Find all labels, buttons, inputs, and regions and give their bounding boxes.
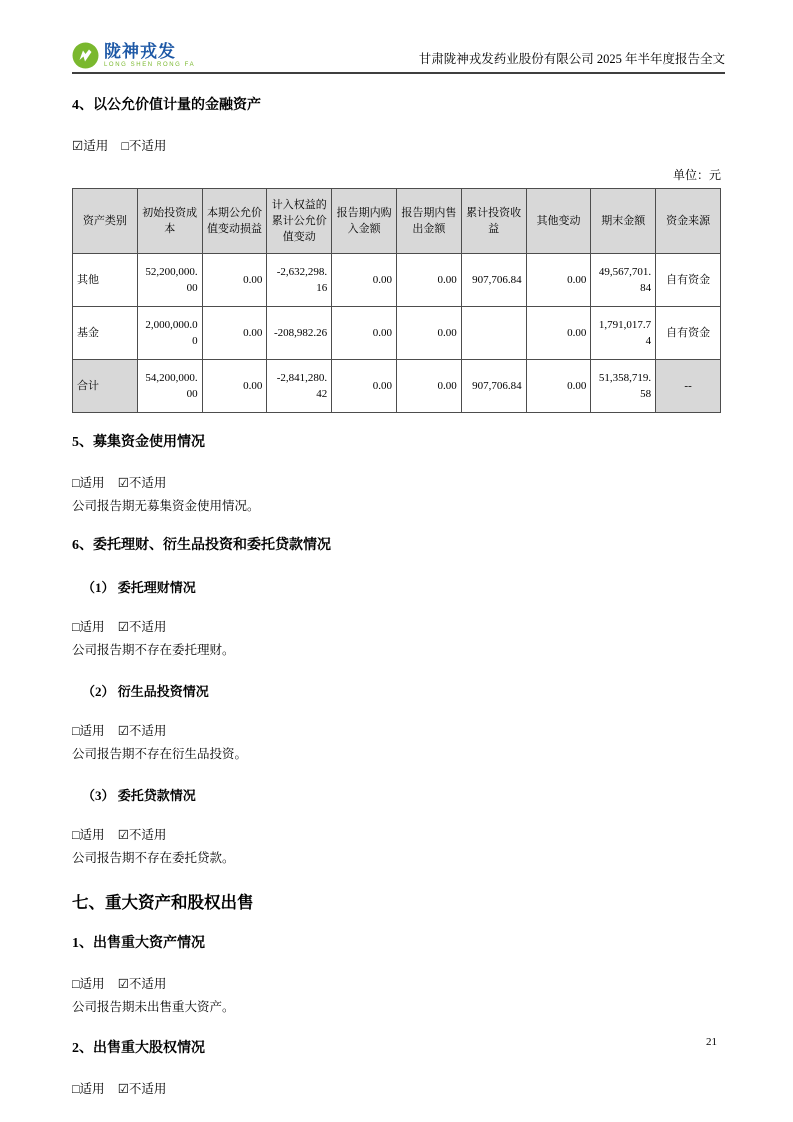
cell-fund-source: -- bbox=[656, 360, 721, 413]
applicable-checkbox: □适用 bbox=[72, 1082, 105, 1096]
brand-name-cn: 陇神戎发 bbox=[104, 42, 176, 61]
section-7-1-note: 公司报告期未出售重大资产。 bbox=[72, 1000, 235, 1014]
company-logo-icon bbox=[72, 42, 99, 69]
cell-ending-amount: 51,358,719.58 bbox=[591, 360, 656, 413]
cell-other-changes: 0.00 bbox=[526, 360, 591, 413]
fair-value-assets-table bbox=[72, 188, 721, 413]
cell-initial-cost: 54,200,000.00 bbox=[137, 360, 202, 413]
table-header-row bbox=[73, 189, 721, 254]
section-6-1-applicability bbox=[72, 618, 721, 636]
not-applicable-checkbox: □不适用 bbox=[121, 139, 167, 153]
cell-fv-change-pl: 0.00 bbox=[202, 254, 267, 307]
col-header-fv-change-pl: 本期公允价值变动损益 bbox=[202, 189, 267, 254]
page-header bbox=[72, 42, 725, 74]
cell-asset-class: 合计 bbox=[73, 360, 138, 413]
cell-cumulative-fv-change: -208,982.26 bbox=[267, 307, 332, 360]
section-5-applicability bbox=[72, 474, 721, 492]
applicable-checkbox: □适用 bbox=[72, 724, 105, 738]
cell-other-changes: 0.00 bbox=[526, 307, 591, 360]
applicable-checkbox: □适用 bbox=[72, 828, 105, 842]
cell-fv-change-pl: 0.00 bbox=[202, 307, 267, 360]
cell-ending-amount: 49,567,701.84 bbox=[591, 254, 656, 307]
section-6-2-applicability bbox=[72, 722, 721, 740]
cell-cumulative-fv-change: -2,841,280.42 bbox=[267, 360, 332, 413]
section-7-2-applicability bbox=[72, 1080, 721, 1098]
brand-name-en: LONG SHEN RONG FA bbox=[104, 62, 196, 68]
section-7-title: 七、重大资产和股权出售 bbox=[72, 893, 254, 912]
cell-cumulative-fv-change: -2,632,298.16 bbox=[267, 254, 332, 307]
table-row-fund bbox=[73, 307, 721, 360]
page-body bbox=[72, 88, 721, 1098]
cell-purchased: 0.00 bbox=[332, 360, 397, 413]
col-header-purchased-in-period: 报告期内购入金额 bbox=[332, 189, 397, 254]
section-4-title: 4、以公允价值计量的金融资产 bbox=[72, 98, 261, 113]
section-7-2-title: 2、出售重大股权情况 bbox=[72, 1041, 205, 1056]
cell-other-changes: 0.00 bbox=[526, 254, 591, 307]
col-header-cumulative-fv-change-equity: 计入权益的累计公允价值变动 bbox=[267, 189, 332, 254]
not-applicable-checkbox: ☑不适用 bbox=[117, 476, 167, 490]
section-7-1-applicability bbox=[72, 975, 721, 993]
cell-fund-source: 自有资金 bbox=[656, 254, 721, 307]
not-applicable-checkbox: ☑不适用 bbox=[117, 620, 167, 634]
col-header-fund-source: 资金来源 bbox=[656, 189, 721, 254]
not-applicable-checkbox: ☑不适用 bbox=[117, 1082, 167, 1096]
cell-initial-cost: 2,000,000.00 bbox=[137, 307, 202, 360]
section-6-3-title: （3） 委托贷款情况 bbox=[82, 788, 196, 803]
applicable-checkbox: □适用 bbox=[72, 977, 105, 991]
section-6-1-title: （1） 委托理财情况 bbox=[82, 580, 196, 595]
section-6-3-applicability bbox=[72, 826, 721, 844]
table-row-total bbox=[73, 360, 721, 413]
cell-asset-class: 其他 bbox=[73, 254, 138, 307]
col-header-cumulative-investment-income: 累计投资收益 bbox=[461, 189, 526, 254]
report-title: 甘肃陇神戎发药业股份有限公司 2025 年半年度报告全文 bbox=[418, 52, 725, 66]
applicable-checkbox: ☑适用 bbox=[72, 139, 109, 153]
not-applicable-checkbox: ☑不适用 bbox=[117, 724, 167, 738]
section-6-title: 6、委托理财、衍生品投资和委托贷款情况 bbox=[72, 538, 331, 553]
section-7-1-title: 1、出售重大资产情况 bbox=[72, 936, 205, 951]
cell-investment-income: 907,706.84 bbox=[461, 254, 526, 307]
section-6-2-note: 公司报告期不存在衍生品投资。 bbox=[72, 747, 248, 761]
col-header-ending-amount: 期末金额 bbox=[591, 189, 656, 254]
unit-label: 单位：元 bbox=[672, 168, 721, 182]
applicable-checkbox: □适用 bbox=[72, 620, 105, 634]
cell-purchased: 0.00 bbox=[332, 254, 397, 307]
cell-sold: 0.00 bbox=[396, 360, 461, 413]
cell-sold: 0.00 bbox=[396, 254, 461, 307]
cell-investment-income bbox=[461, 307, 526, 360]
cell-fv-change-pl: 0.00 bbox=[202, 360, 267, 413]
not-applicable-checkbox: ☑不适用 bbox=[117, 977, 167, 991]
section-6-3-note: 公司报告期不存在委托贷款。 bbox=[72, 851, 235, 865]
cell-ending-amount: 1,791,017.74 bbox=[591, 307, 656, 360]
cell-fund-source: 自有资金 bbox=[656, 307, 721, 360]
page-number: 21 bbox=[706, 1036, 717, 1048]
company-logo-text bbox=[104, 43, 195, 68]
cell-asset-class: 基金 bbox=[73, 307, 138, 360]
cell-investment-income: 907,706.84 bbox=[461, 360, 526, 413]
section-5-note: 公司报告期无募集资金使用情况。 bbox=[72, 499, 260, 513]
col-header-sold-in-period: 报告期内售出金额 bbox=[396, 189, 461, 254]
not-applicable-checkbox: ☑不适用 bbox=[117, 828, 167, 842]
cell-initial-cost: 52,200,000.00 bbox=[137, 254, 202, 307]
section-4-applicability bbox=[72, 137, 721, 155]
section-6-1-note: 公司报告期不存在委托理财。 bbox=[72, 643, 235, 657]
section-5-title: 5、募集资金使用情况 bbox=[72, 435, 205, 450]
cell-sold: 0.00 bbox=[396, 307, 461, 360]
col-header-initial-cost: 初始投资成本 bbox=[137, 189, 202, 254]
col-header-asset-class: 资产类别 bbox=[73, 189, 138, 254]
applicable-checkbox: □适用 bbox=[72, 476, 105, 490]
cell-purchased: 0.00 bbox=[332, 307, 397, 360]
section-6-2-title: （2） 衍生品投资情况 bbox=[82, 684, 209, 699]
company-logo bbox=[72, 42, 195, 69]
table-row-other bbox=[73, 254, 721, 307]
col-header-other-changes: 其他变动 bbox=[526, 189, 591, 254]
